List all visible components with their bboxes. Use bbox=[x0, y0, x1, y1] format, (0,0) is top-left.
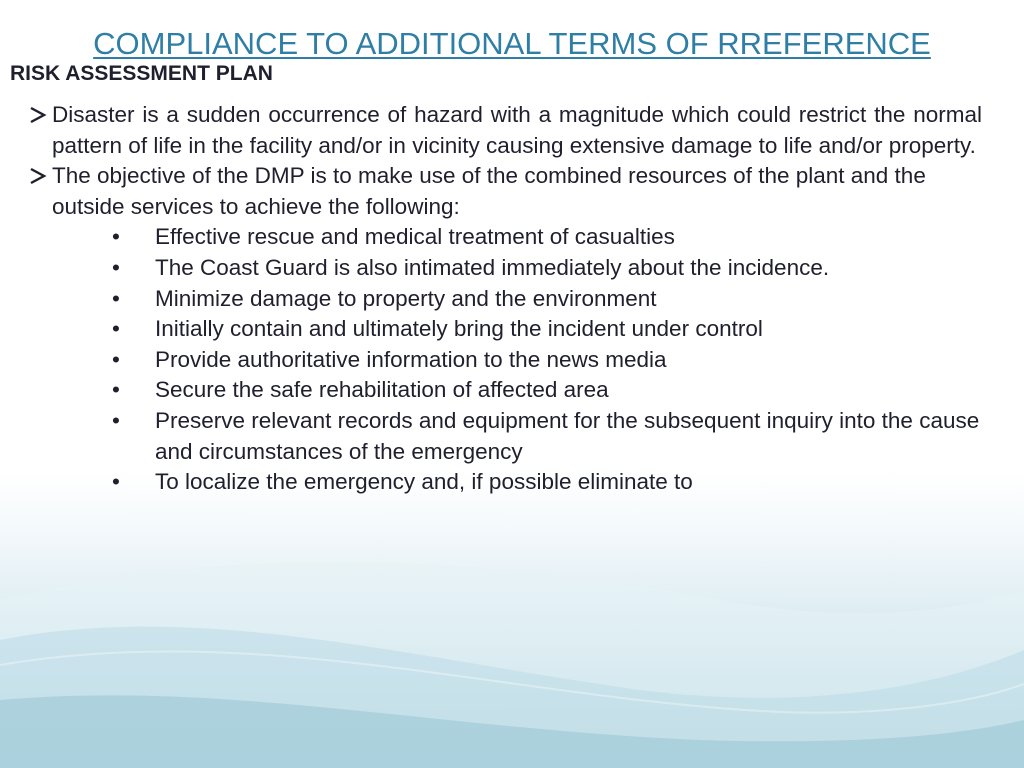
list-item-text: Secure the safe rehabilitation of affected area bbox=[155, 377, 609, 403]
slide-subtitle: RISK ASSESSMENT PLAN bbox=[10, 62, 273, 85]
bullet-dot: • bbox=[112, 346, 120, 372]
list-item-text: The Coast Guard is also intimated immediately about the incidence. bbox=[155, 254, 830, 280]
list-item bbox=[112, 253, 985, 284]
bullet-dot: • bbox=[112, 469, 120, 495]
list-item-text: Effective rescue and medical treatment of casualties bbox=[155, 224, 675, 250]
paragraph-text: The objective of the DMP is to make use of the combined resources of the plant and the outside services to achieve the following: bbox=[52, 163, 926, 219]
list-item bbox=[112, 345, 985, 376]
arrow-bullet-icon bbox=[28, 161, 48, 191]
list-item-text: Initially contain and ultimately bring the incident under control bbox=[155, 316, 763, 342]
paragraph-text: Disaster is a sudden occurrence of hazard with a magnitude which could restrict the normal pattern of life in the facility and/or in vicinity causing extensive damage to life and/or property. bbox=[52, 102, 982, 158]
list-item-text: Minimize damage to property and the environment bbox=[155, 285, 657, 311]
paragraph-disaster bbox=[52, 100, 982, 161]
list-item bbox=[112, 222, 985, 253]
slide-title: COMPLIANCE TO ADDITIONAL TERMS OF RREFERENCE bbox=[93, 26, 931, 61]
list-item-text: Provide authoritative information to the news media bbox=[155, 346, 667, 372]
list-item-text: To localize the emergency and, if possible eliminate to bbox=[155, 469, 693, 495]
paragraph-objective bbox=[52, 161, 982, 222]
list-item bbox=[112, 314, 985, 345]
bullet-dot: • bbox=[112, 407, 120, 433]
list-item bbox=[112, 375, 985, 406]
list-item-text: Preserve relevant records and equipment for the subsequent inquiry into the cause and circumstances of the emergency bbox=[155, 407, 980, 464]
list-item bbox=[112, 284, 985, 315]
bullet-dot: • bbox=[112, 377, 120, 403]
bullet-dot: • bbox=[112, 254, 120, 280]
bullet-dot: • bbox=[112, 224, 120, 250]
slide-body bbox=[0, 100, 1024, 498]
list-item bbox=[112, 406, 985, 467]
bullet-dot: • bbox=[112, 285, 120, 311]
list-item bbox=[112, 467, 985, 498]
bullet-dot: • bbox=[112, 316, 120, 342]
arrow-bullet-icon bbox=[28, 100, 48, 130]
